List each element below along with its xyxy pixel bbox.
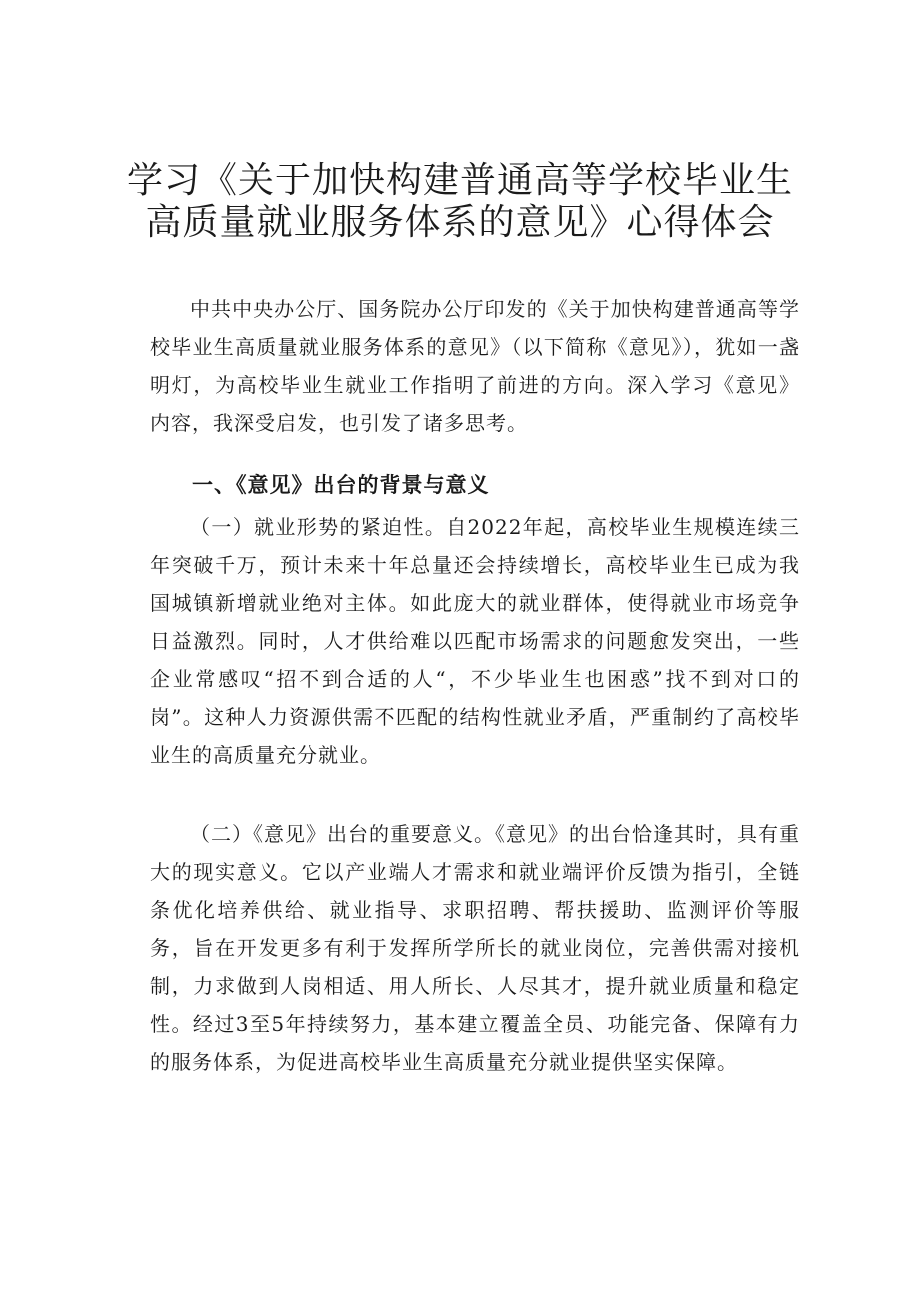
document-title-line-2: 高质量就业服务体系的意见》心得体会 [145, 202, 775, 243]
section-1-heading: 一、《意见》出台的背景与意义 [192, 473, 490, 497]
subsection-2-paragraph: （二）《意见》出台的重要意义。《意见》的出台恰逢其时，具有重大的现实意义。它以产业端人才需求和就业端评价反馈为指引，全链条优化培养供给、就业指导、求职招聘、帮扶援助、监测评价等服务，旨在开发更多有利于发挥所学所长的就业岗位，完善供需对接机制，力求做到人岗相适、用人所长、人尽其才，提升就业质量和稳定性。经过3至5年持续努力，基本建立覆盖全员、功能完备、保障有力的服务体系，为促进高校毕业生高质量充分就业提供坚实保障。 [150, 822, 800, 1074]
subsection-1-paragraph: （一）就业形势的紧迫性。自2022年起，高校毕业生规模连续三年突破千万，预计未来十年总量还会持续增长，高校毕业生已成为我国城镇新增就业绝对主体。如此庞大的就业群体，使得就业市场竞争日益激烈。同时，人才供给难以匹配市场需求的问题愈发突出，一些企业常感叹“招不到合适的人“，不少毕业生也困惑”找不到对口的岗”。这种人力资源供需不匹配的结构性就业矛盾，严重制约了高校毕业生的高质量充分就业。 [150, 515, 800, 767]
document-title-line-1: 学习《关于加快构建普通高等学校毕业生 [126, 160, 793, 201]
intro-paragraph: 中共中央办公厅、国务院办公厅印发的《关于加快构建普通高等学校毕业生高质量就业服务体系的意见》（以下简称《意见》），犹如一盏明灯，为高校毕业生就业工作指明了前进的方向。深入学习《意见》内容，我深受启发，也引发了诸多思考。 [150, 297, 800, 435]
